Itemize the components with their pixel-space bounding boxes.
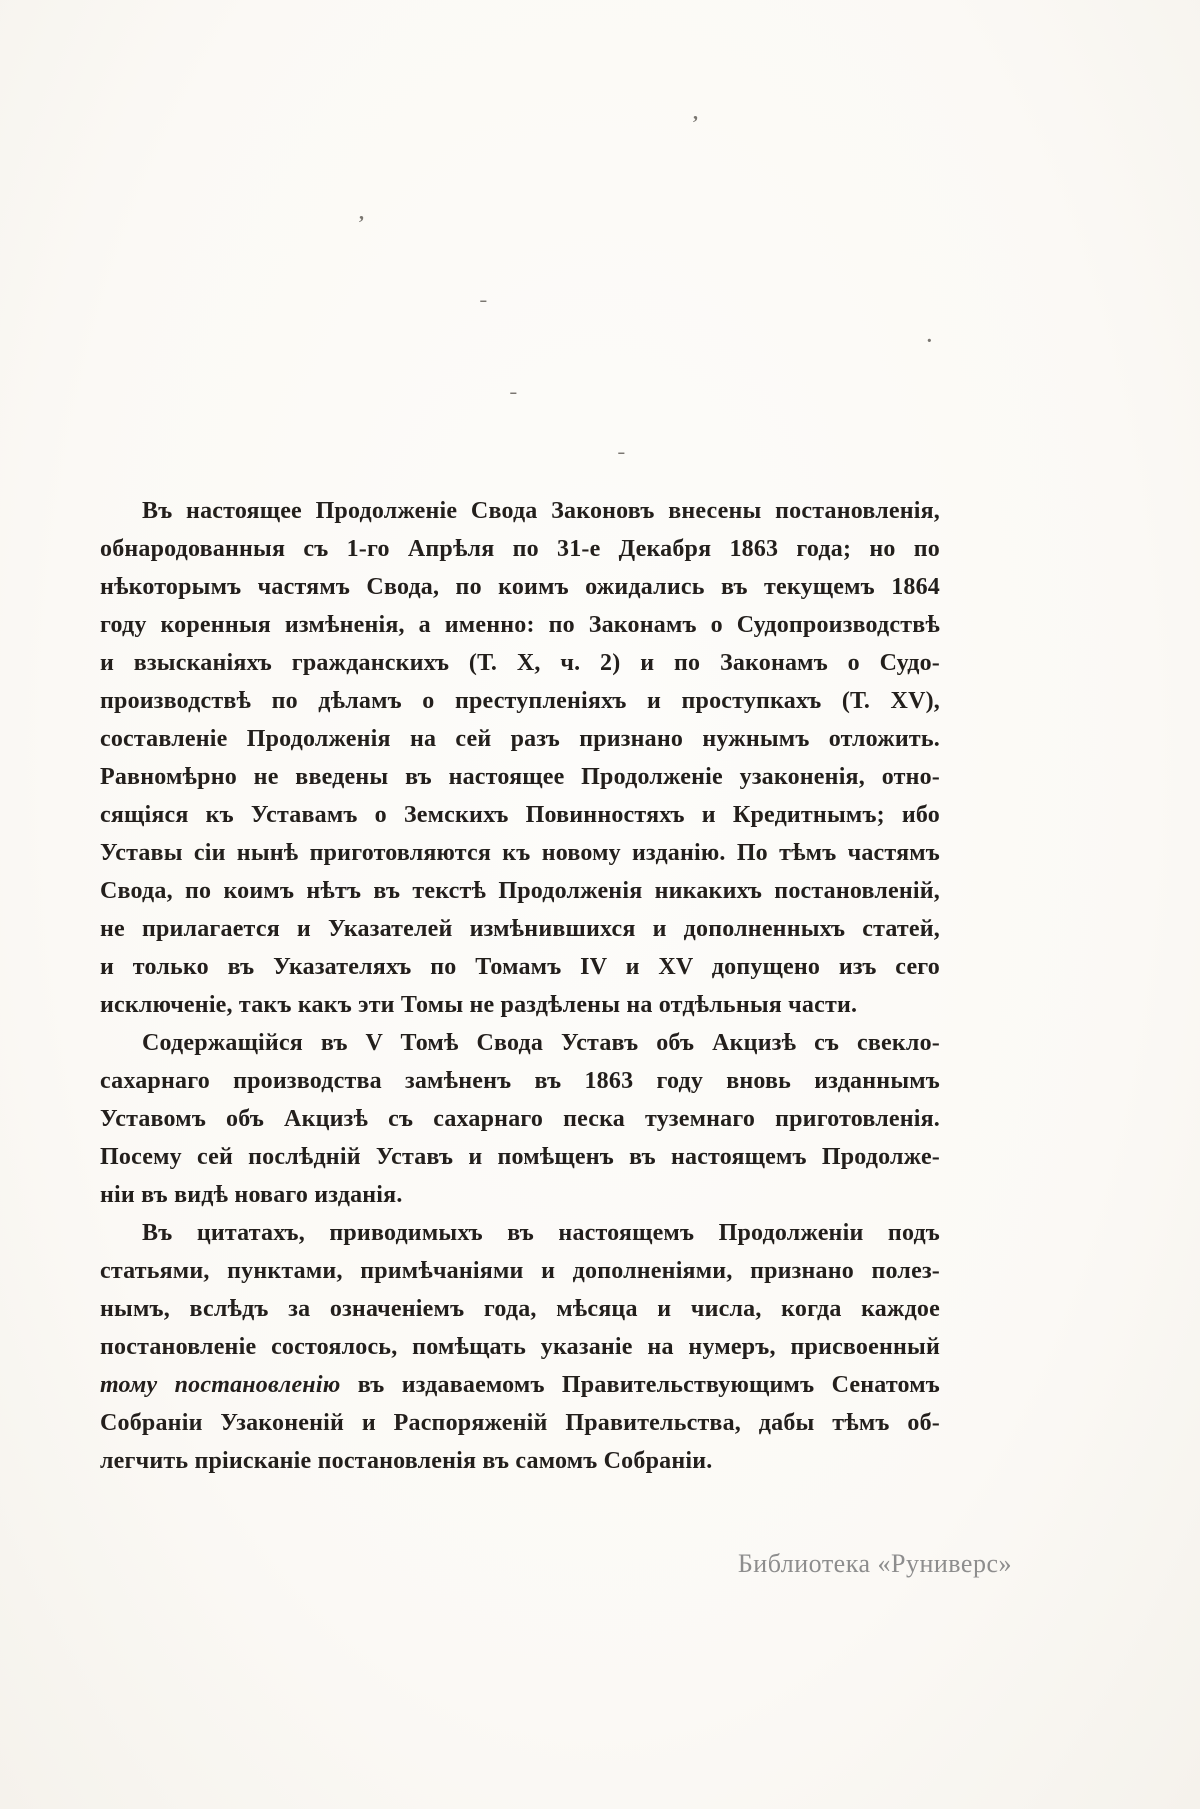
- text-segment: Посему сей послѣдній Уставъ и помѣщенъ въ настоящемъ Продолже-: [100, 1144, 940, 1170]
- text-line: [100, 986, 940, 1024]
- scan-artifact: ˗: [618, 440, 625, 462]
- text-segment: не прилагается и Указателей измѣнившихся и дополненныхъ статей,: [100, 916, 940, 942]
- text-segment: нѣкоторымъ частямъ Свода, по коимъ ожидались въ текущемъ 1864: [100, 574, 940, 600]
- text-line: [100, 1176, 940, 1214]
- document-text: [100, 492, 940, 1480]
- text-segment: исключеніе, такъ какъ эти Томы не раздѣлены на отдѣльныя части.: [100, 992, 858, 1018]
- text-segment: Свода, по коимъ нѣтъ въ текстѣ Продолженія никакихъ постановленій,: [100, 878, 940, 904]
- text-line: [100, 1442, 940, 1480]
- text-segment: составленіе Продолженія на сей разъ признано нужнымъ отложить.: [100, 726, 940, 752]
- text-line: [100, 872, 940, 910]
- scan-artifact: ˗: [510, 380, 517, 402]
- text-segment: нымъ, вслѣдъ за означеніемъ года, мѣсяца и числа, когда каждое: [100, 1296, 940, 1322]
- text-line: [100, 758, 940, 796]
- text-segment: статьями, пунктами, примѣчаніями и дополненіями, признано полез-: [100, 1258, 940, 1284]
- text-segment: Равномѣрно не введены въ настоящее Продолженіе узаконенія, отно-: [100, 764, 940, 790]
- text-line: [100, 492, 940, 530]
- text-segment: въ издаваемомъ Правительствующимъ Сенатомъ: [340, 1372, 941, 1398]
- text-line: [100, 682, 940, 720]
- text-segment: легчить пріисканіе постановленія въ самомъ Собраніи.: [100, 1448, 713, 1474]
- text-line: [100, 1138, 940, 1176]
- text-line: [100, 568, 940, 606]
- text-segment: производствѣ по дѣламъ о преступленіяхъ и проступкахъ (Т. XV),: [100, 688, 940, 714]
- text-segment: и только въ Указателяхъ по Томамъ IV и XV допущено изъ сего: [100, 954, 940, 980]
- text-line: [100, 1024, 940, 1062]
- text-segment: Уставомъ объ Акцизѣ съ сахарнаго песка туземнаго приготовленія.: [100, 1106, 940, 1132]
- text-line: [100, 720, 940, 758]
- scan-artifact: ·: [926, 330, 933, 352]
- text-segment: году коренныя измѣненія, а именно: по Законамъ о Судопроизводствѣ: [100, 612, 940, 638]
- library-watermark: Библиотека «Руниверс»: [737, 1549, 1012, 1578]
- text-segment: Собраніи Узаконеній и Распоряженій Правительства, дабы тѣмъ об-: [100, 1410, 940, 1436]
- text-line: [100, 796, 940, 834]
- scan-artifact: ’: [692, 112, 699, 134]
- text-segment: Содержащійся въ V Томѣ Свода Уставъ объ Акцизѣ съ свекло-: [142, 1030, 940, 1056]
- paragraph: [100, 1214, 940, 1480]
- text-segment: и взысканіяхъ гражданскихъ (Т. X, ч. 2) и по Законамъ о Судо-: [100, 650, 940, 676]
- scan-artifact: ˗: [480, 288, 487, 310]
- text-segment: постановленіе состоялось, помѣщать указаніе на нумеръ, присвоенный: [100, 1334, 940, 1360]
- text-line: [100, 606, 940, 644]
- text-segment: обнародованныя съ 1-го Апрѣля по 31-е Декабря 1863 года; но по: [100, 536, 940, 562]
- paragraph: [100, 1024, 940, 1214]
- text-line: [100, 644, 940, 682]
- text-segment: ніи въ видѣ новаго изданія.: [100, 1182, 403, 1208]
- text-line: [100, 1290, 940, 1328]
- text-segment: Въ настоящее Продолженіе Свода Законовъ внесены постановленія,: [142, 498, 940, 524]
- text-segment: сящіяся къ Уставамъ о Земскихъ Повинностяхъ и Кредитнымъ; ибо: [100, 802, 940, 828]
- text-line: [100, 1252, 940, 1290]
- text-line: [100, 948, 940, 986]
- scan-artifact: ’: [358, 212, 365, 234]
- text-line: [100, 1404, 940, 1442]
- text-segment: Уставы сіи нынѣ приготовляются къ новому изданію. По тѣмъ частямъ: [100, 840, 940, 866]
- text-segment: сахарнаго производства замѣненъ въ 1863 году вновь изданнымъ: [100, 1068, 940, 1094]
- text-line: [100, 1100, 940, 1138]
- paragraph: [100, 492, 940, 1024]
- italic-text-segment: тому постановленію: [100, 1372, 341, 1398]
- text-line: [100, 834, 940, 872]
- text-segment: Въ цитатахъ, приводимыхъ въ настоящемъ Продолженіи подъ: [142, 1220, 940, 1246]
- text-line: [100, 1062, 940, 1100]
- text-line: [100, 1214, 940, 1252]
- text-line: [100, 530, 940, 568]
- text-line: [100, 1366, 940, 1404]
- text-line: [100, 1328, 940, 1366]
- text-line: [100, 910, 940, 948]
